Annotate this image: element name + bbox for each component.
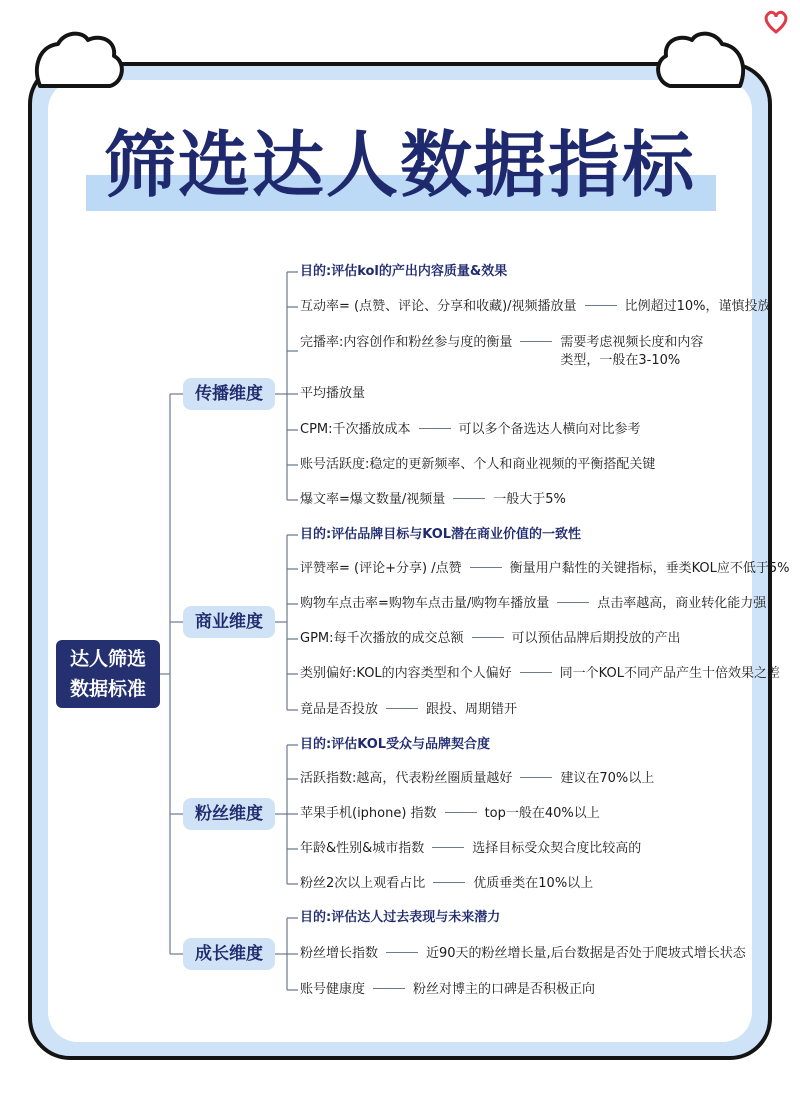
connector-dash [386,952,418,953]
metric-label: 粉丝2次以上观看占比 [300,876,426,891]
goal-fans: 目的:评估KOL受众与品牌契合度 [300,737,491,752]
metric-item [300,560,790,578]
root-line-1: 达人筛选 [69,648,146,670]
metric-item [300,875,593,893]
page-title: 筛选达人数据指标 [103,123,696,207]
root-node [56,640,160,708]
metric-note: 可以多个备选达人横向对比参考 [458,422,641,437]
connector-dash [433,882,465,883]
dimension-fans: 粉丝维度 [183,798,275,830]
metric-item [300,456,655,474]
metric-item [300,805,600,823]
metric-label: 爆文率=爆文数量/视频量 [300,492,446,507]
metric-item [300,840,641,858]
metric-item [300,334,703,370]
metric-label: 平均播放量 [300,386,366,401]
connector-dash [470,567,502,568]
metric-label: 苹果手机(iphone) 指数 [300,806,437,821]
dimension-commerce: 商业维度 [183,606,275,638]
metric-note: 点击率越高，商业转化能力强 [597,596,767,611]
metric-note: 比例超过10%，谨慎投放 [624,299,771,314]
metric-note: 粉丝对博主的口碑是否积极正向 [413,982,596,997]
connector-dash [453,498,485,499]
connector-dash [472,637,504,638]
metric-note: 建议在70%以上 [560,771,655,786]
goal-commerce: 目的:评估品牌目标与KOL潜在商业价值的一致性 [300,527,582,542]
metric-item [300,701,517,719]
metric-label: 竟品是否投放 [300,702,379,717]
metric-label: CPM:千次播放成本 [300,422,411,437]
goal-spread: 目的:评估kol的产出内容质量&效果 [300,264,508,279]
metric-item [300,595,766,613]
metric-label: GPM:每千次播放的成交总额 [300,631,464,646]
dimension-growth: 成长维度 [183,938,275,970]
connector-dash [373,988,405,989]
metric-label: 年龄&性别&城市指数 [300,841,425,856]
metric-item [300,945,746,963]
metric-item [300,491,566,509]
connector-dash [520,777,552,778]
connector-dash [557,602,589,603]
metric-item [300,981,595,999]
metric-note-block [560,334,703,370]
metric-label: 互动率= (点赞、评论、分享和收藏)/视频播放量 [300,299,577,314]
metric-label: 类别偏好:KOL的内容类型和个人偏好 [300,666,512,681]
connector-dash [419,428,451,429]
metric-item [300,421,641,439]
metric-label: 购物车点击率=购物车点击量/购物车播放量 [300,596,550,611]
metric-label: 粉丝增长指数 [300,946,379,961]
dimension-spread: 传播维度 [183,378,275,410]
root-line-2: 数据标准 [69,678,146,700]
metric-note-2: 类型，一般在3-10% [560,353,681,368]
metric-label: 账号健康度 [300,982,366,997]
metric-note: 跟投、周期错开 [426,702,518,717]
connector-dash [520,341,552,342]
metric-note: 近90天的粉丝增长量,后台数据是否处于爬坡式增长状态 [426,946,746,961]
connector-dash [445,812,477,813]
connector-dash [520,672,552,673]
metric-item [300,770,654,788]
metric-note: top一般在40%以上 [484,806,600,821]
metric-note: 选择目标受众契合度比较高的 [472,841,642,856]
metric-note: 可以预估品牌后期投放的产出 [511,631,681,646]
metric-item [300,665,780,683]
metric-label: 活跃指数:越高，代表粉丝圈质量越好 [300,771,513,786]
metric-note: 同一个KOL不同产品产生十倍效果之差 [559,666,780,681]
metric-item [300,385,365,403]
metric-item [300,298,770,316]
metric-note: 一般大于5% [493,492,566,507]
connector-dash [386,708,418,709]
metric-note: 优质垂类在10%以上 [473,876,594,891]
connector-dash [585,305,617,306]
metric-label: 账号活跃度:稳定的更新频率、个人和商业视频的平衡搭配关键 [300,457,656,472]
metric-label: 评赞率= (评论+分享) /点赞 [300,561,462,576]
metric-label: 完播率:内容创作和粉丝参与度的衡量 [300,335,513,350]
metric-item [300,630,681,648]
metric-note: 衡量用户黏性的关键指标，垂类KOL应不低于5% [509,561,790,576]
goal-growth: 目的:评估达人过去表现与未来潜力 [300,910,501,925]
metric-note: 需要考虑视频长度和内容 [560,335,704,350]
connector-dash [432,847,464,848]
